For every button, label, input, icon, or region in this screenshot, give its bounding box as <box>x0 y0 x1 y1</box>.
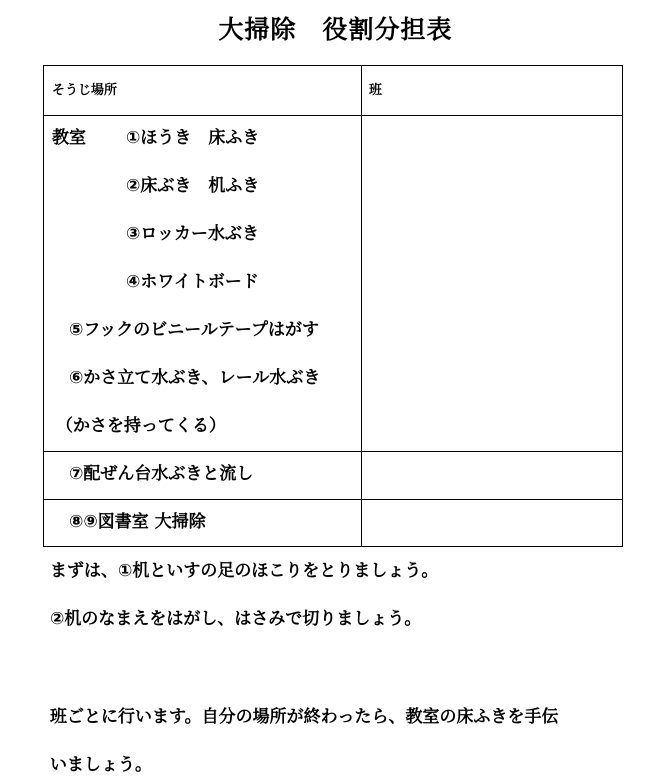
classroom-label: 教室 <box>52 128 86 148</box>
header-group: 班 <box>369 83 383 98</box>
task-row-8-9: ⑧⑨図書室 大掃除 <box>69 512 206 532</box>
page-title: 大掃除 役割分担表 <box>218 15 453 44</box>
note-line: いましょう。 <box>50 755 152 775</box>
task-item: ③ロッカー水ぶき <box>126 224 260 244</box>
task-item: ⑤フックのビニールテープはがす <box>69 320 320 340</box>
task-item: （かさを持ってくる） <box>56 416 226 436</box>
table-divider-row7 <box>44 499 622 500</box>
note-line: ②机のなまえをはがし、はさみで切りましょう。 <box>50 609 422 629</box>
note-line: まずは、①机といすの足のほこりをとりましょう。 <box>50 561 439 581</box>
table-divider-classroom <box>44 451 622 452</box>
assignment-table <box>43 65 623 547</box>
header-place: そうじ場所 <box>52 83 118 98</box>
table-divider-header <box>44 115 622 116</box>
task-item: ②床ぶき 机ふき <box>126 176 260 196</box>
table-column-divider <box>361 66 362 546</box>
task-item: ⑥かさ立て水ぶき、レール水ぶき <box>69 368 321 388</box>
task-item: ④ホワイトボード <box>126 272 259 292</box>
note-line: 班ごとに行います。自分の場所が終わったら、教室の床ふきを手伝 <box>50 707 559 727</box>
task-item: ①ほうき 床ふき <box>126 128 260 148</box>
task-row-7: ⑦配ぜん台水ぶきと流し <box>69 464 254 484</box>
